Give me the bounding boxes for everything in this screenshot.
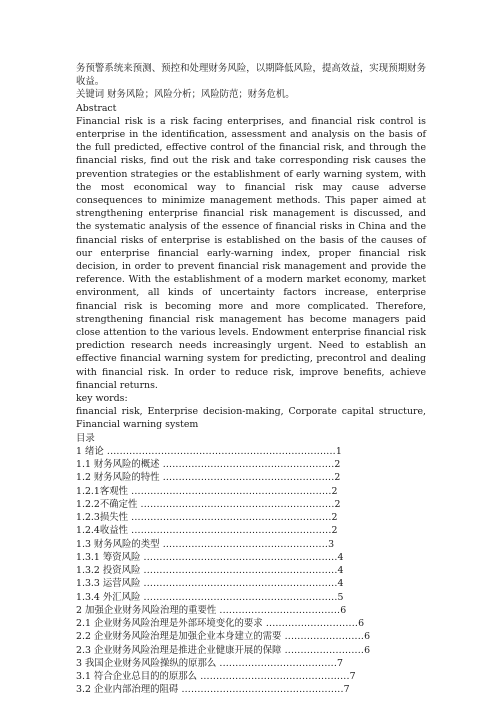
toc-entry[interactable] (76, 524, 426, 537)
toc-entry-label: 2 加强企业财务风险治理的重要性 (76, 604, 217, 616)
toc-entry-page: 7 (349, 671, 356, 683)
toc-entry-leader: ............................................................. (140, 565, 338, 577)
toc-entry-leader: ............................................................. (137, 498, 335, 510)
toc-entry[interactable] (76, 577, 426, 590)
toc-entry-leader: ................................................... (178, 684, 344, 696)
chinese-abstract-tail: 务预警系统来预测、预控和处理财务风险，以期降低风险，提高效益，实现预期财务收益。 (76, 63, 426, 88)
toc-entry[interactable] (76, 564, 426, 577)
toc-entry-label: 3.1 符合企业总目的的原那么 (76, 671, 198, 683)
toc-entry-page: 7 (337, 657, 344, 669)
toc-entry-leader: ............................................................... (127, 525, 332, 537)
toc-entry-label: 1.3.2 投资风险 (76, 565, 141, 577)
toc-entry[interactable] (76, 458, 426, 471)
toc-entry-leader: .................................................... (159, 538, 329, 550)
toc-entry-page: 6 (340, 604, 347, 616)
toc-entry[interactable] (76, 644, 426, 657)
toc-entry[interactable] (76, 485, 426, 498)
toc-entry-page: 4 (337, 551, 344, 563)
toc-entry-leader: ...................................................... (159, 472, 335, 484)
toc-entry-page: 2 (334, 459, 341, 471)
toc-entry[interactable] (76, 471, 426, 484)
toc-entry-label: 1.1 财务风险的概述 (76, 459, 160, 471)
toc-entry-label: 3.2 企业内部治理的阻碍 (76, 684, 179, 696)
toc-entry-page: 2 (331, 525, 338, 537)
toc-entry-label: 1.3.3 运营风险 (76, 578, 141, 590)
toc-entry-page: 2 (331, 485, 338, 497)
toc-entry[interactable] (76, 670, 426, 683)
toc-entry-leader: ............................. (262, 618, 359, 630)
toc-entry-page: 2 (334, 472, 341, 484)
toc-entry-leader: ..................................... (216, 657, 338, 669)
toc-entry[interactable] (76, 591, 426, 604)
toc-entry-label: 1.3.1 筹资风险 (76, 551, 141, 563)
toc-entry-label: 1 绪论 (76, 445, 104, 457)
toc-entry[interactable] (76, 538, 426, 551)
toc-entry-page: 4 (337, 565, 344, 577)
document-page (76, 62, 426, 697)
toc-entry[interactable] (76, 511, 426, 524)
toc-entry[interactable] (76, 630, 426, 643)
chinese-keywords: 关键词 财务风险；风险分析；风险防范；财务危机。 (76, 89, 295, 101)
toc-entry-label: 2.1 企业财务风险治理是外部环境变化的要求 (76, 618, 263, 630)
toc-entry-label: 1.2.1客观性 (76, 485, 128, 497)
toc-entry-page: 6 (358, 618, 365, 630)
toc-entry-leader: ............................................................. (140, 551, 338, 563)
toc-entry-leader: ...................................................... (159, 459, 335, 471)
toc-entry-page: 3 (328, 538, 335, 550)
toc-entry-page: 5 (337, 591, 344, 603)
toc-entry-page: 6 (364, 644, 371, 656)
toc-entry-leader: ......................... (281, 644, 365, 656)
abstract-heading: Abstract (76, 102, 117, 114)
toc-entry-label: 1.3 财务风险的类型 (76, 538, 160, 550)
keywords-label: key words: (76, 393, 128, 405)
toc-entry-page: 1 (335, 445, 342, 457)
toc-entry-label: 3 我国企业财务风险操纵的原那么 (76, 657, 217, 669)
toc-entry-leader: ........................................................................ (103, 445, 336, 457)
toc-entry[interactable] (76, 551, 426, 564)
toc-entry[interactable] (76, 657, 426, 670)
toc-entry[interactable] (76, 445, 426, 458)
toc-heading: 目录 (76, 432, 95, 444)
toc-entry-leader: ......................... (281, 631, 365, 643)
toc-entry-page: 7 (343, 684, 350, 696)
toc-entry-label: 1.2.3损失性 (76, 512, 128, 524)
toc-entry[interactable] (76, 617, 426, 630)
table-of-contents (76, 445, 426, 697)
toc-entry-leader: ............................................... (197, 671, 350, 683)
toc-entry-page: 6 (364, 631, 371, 643)
abstract-body: Financial risk is a risk facing enterprises, and financial risk control is enterprise in the identification, assessment and analysis on the basis of the full predicted, effective control of the financial risk, and through the financial risks, find out the risk and take corresponding risk causes the prevention strategies or the establishment of early warning system, with the most economical way to financial risk may cause adverse consequences to minimize management methods. This paper aimed at strengthening enterprise financial risk management is discussed, and the systematic analysis of the essence of financial risks in China and the financial risks of enterprise is established on the basis of the causes of our enterprise financial early-warning index, proper financial risk decision, in order to prevent financial risk management and provide the reference. With the establishment of a modern market economy, market environment, all kinds of uncertainty factors increase, enterprise financial risk is becoming more and more complicated. Therefore, strengthening financial risk management has become managers paid close attention to the various levels. Endowment enterprise financial risk prediction research needs increasingly urgent. Need to establish an effective financial warning system for predicting, precontrol and dealing with financial risk. In order to reduce risk, improve benefits, achieve financial returns. (76, 115, 426, 391)
toc-entry-label: 1.2.2不确定性 (76, 498, 138, 510)
toc-entry-label: 2.2 企业财务风险治理是加强企业本身建立的需要 (76, 631, 282, 643)
toc-entry-leader: ............................................................. (140, 578, 338, 590)
toc-entry-label: 2.3 企业财务风险治理是推进企业健康开展的保障 (76, 644, 282, 656)
toc-entry-leader: ............................................................... (127, 485, 332, 497)
toc-entry-leader: ...................................... (216, 604, 341, 616)
english-keywords: financial risk, Enterprise decision-making, Corporate capital structure, Financial warning system (76, 406, 426, 431)
toc-entry[interactable] (76, 683, 426, 696)
toc-entry-label: 1.2 财务风险的特性 (76, 472, 160, 484)
toc-entry-page: 2 (331, 512, 338, 524)
toc-entry[interactable] (76, 498, 426, 511)
toc-entry-page: 2 (334, 498, 341, 510)
toc-entry-label: 1.2.4收益性 (76, 525, 128, 537)
toc-entry-leader: ............................................................. (140, 591, 338, 603)
toc-entry[interactable] (76, 604, 426, 617)
toc-entry-leader: ............................................................... (127, 512, 332, 524)
toc-entry-label: 1.3.4 外汇风险 (76, 591, 141, 603)
toc-entry-page: 4 (337, 578, 344, 590)
